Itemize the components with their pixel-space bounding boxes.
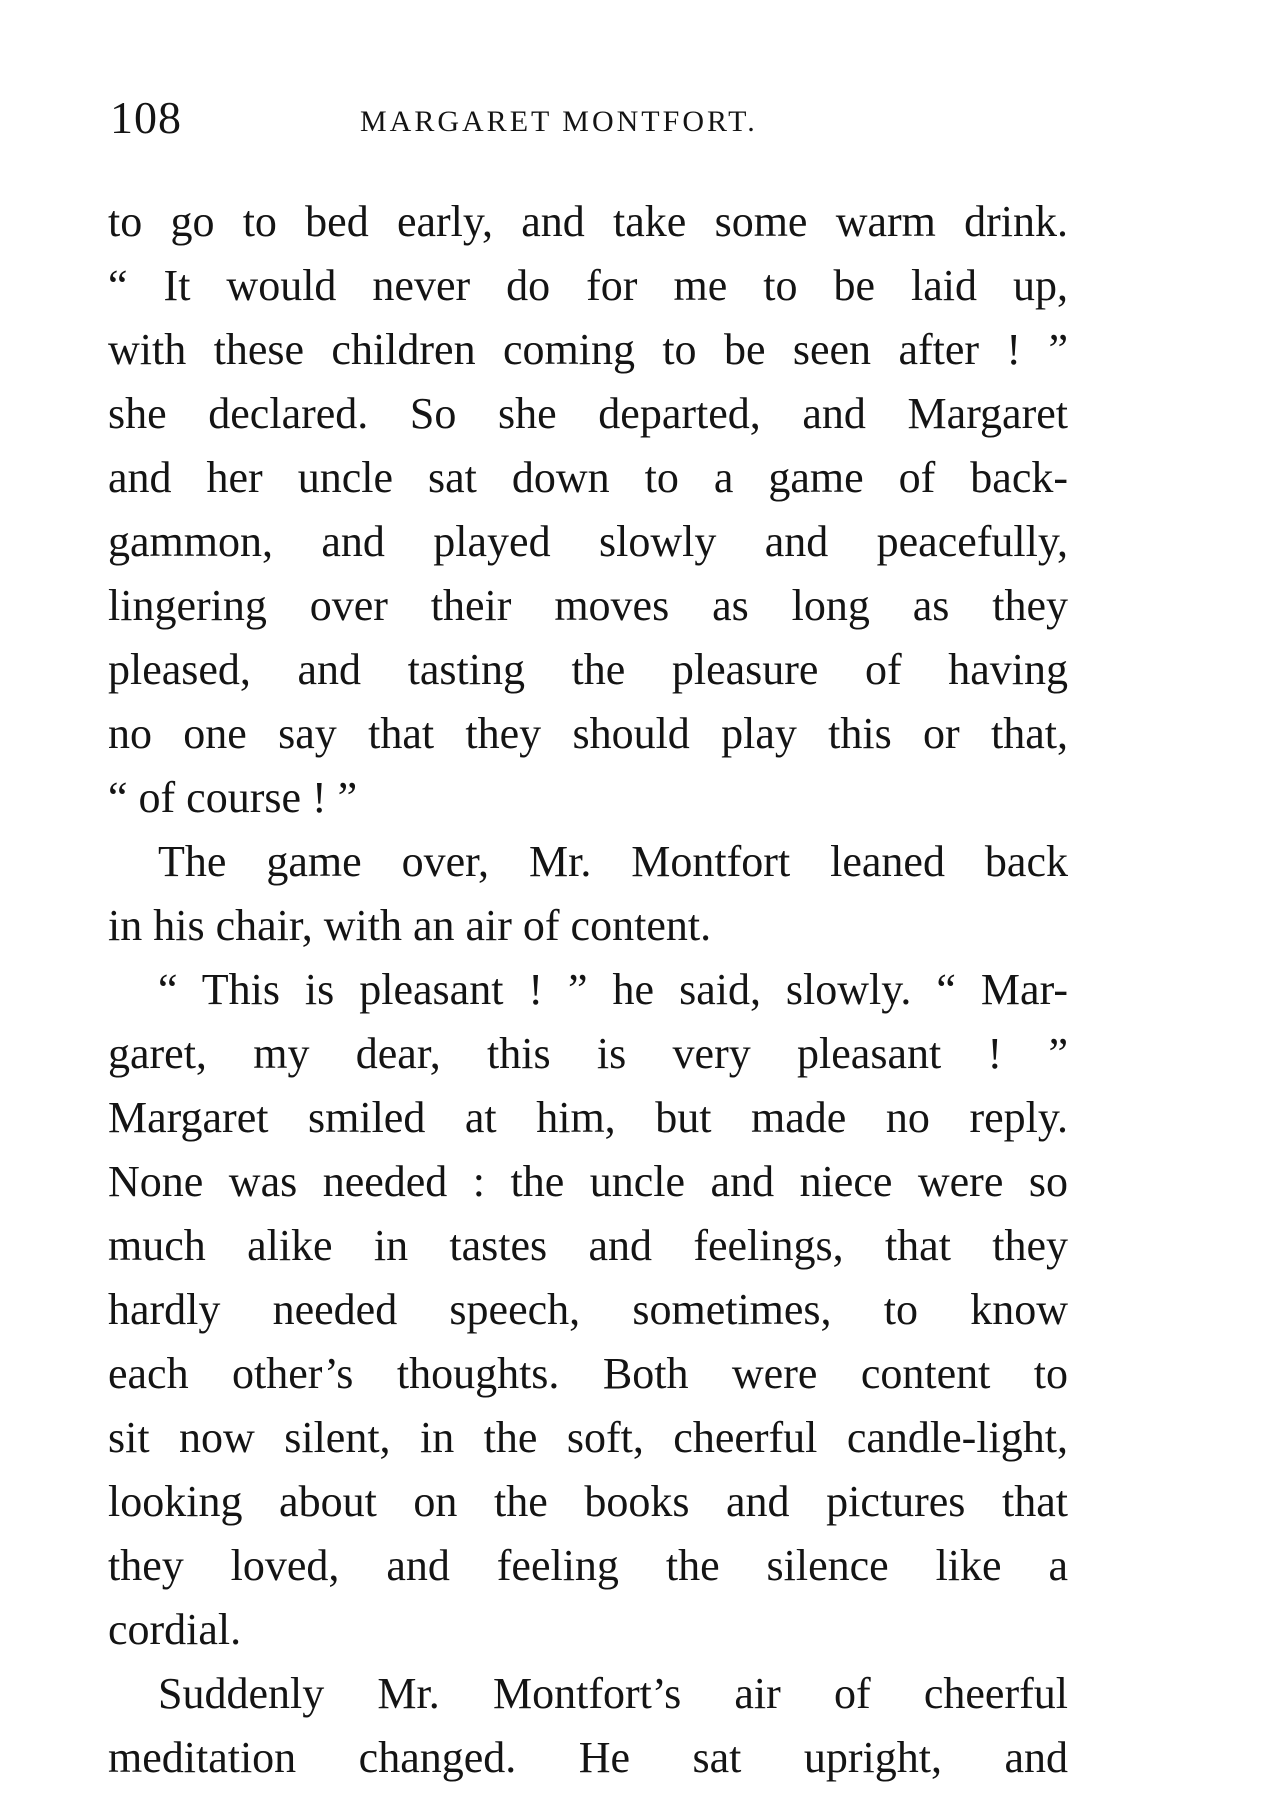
text-line: much alike in tastes and feelings, that they	[108, 1221, 1068, 1270]
text-line: looking about on the books and pictures that	[108, 1477, 1068, 1526]
paragraph-3	[108, 958, 1068, 1662]
text-line: “ of course ! ”	[108, 773, 358, 822]
text-line: gammon, and played slowly and peacefully,	[108, 517, 1068, 566]
text-line: and her uncle sat down to a game of back-	[108, 453, 1068, 502]
text-line: Margaret smiled at him, but made no reply.	[108, 1093, 1068, 1142]
page-number: 108	[110, 92, 182, 143]
text-line: to go to bed early, and take some warm drink.	[108, 197, 1068, 246]
text-line: meditation changed. He sat upright, and	[108, 1733, 1068, 1782]
text-line: with these children coming to be seen after ! ”	[108, 325, 1068, 374]
text-line: she declared. So she departed, and Margaret	[108, 389, 1068, 438]
text-line: The game over, Mr. Montfort leaned back	[158, 837, 1068, 886]
text-line: sit now silent, in the soft, cheerful candle-light,	[108, 1413, 1068, 1462]
text-line: they loved, and feeling the silence like a	[108, 1541, 1068, 1590]
running-title: MARGARET MONTFORT.	[360, 105, 758, 138]
text-line: pleased, and tasting the pleasure of having	[108, 645, 1068, 694]
text-line: garet, my dear, this is very pleasant ! ”	[108, 1029, 1068, 1078]
text-line: no one say that they should play this or that,	[108, 709, 1068, 758]
paragraph-4	[108, 1662, 1068, 1790]
text-line: cordial.	[108, 1605, 242, 1654]
text-line: lingering over their moves as long as they	[108, 581, 1068, 630]
text-line: None was needed : the uncle and niece were so	[108, 1157, 1068, 1206]
text-line: Suddenly Mr. Montfort’s air of cheerful	[158, 1669, 1068, 1718]
paragraph-2	[108, 830, 1068, 958]
text-line: “ It would never do for me to be laid up,	[108, 261, 1068, 310]
text-line: in his chair, with an air of content.	[108, 901, 712, 950]
body-text	[108, 190, 1068, 1790]
text-line: hardly needed speech, sometimes, to know	[108, 1285, 1068, 1334]
page-header	[110, 88, 1070, 148]
text-line: “ This is pleasant ! ” he said, slowly. “ Mar-	[158, 965, 1068, 1014]
text-line: each other’s thoughts. Both were content to	[108, 1349, 1068, 1398]
paragraph-1	[108, 190, 1068, 830]
